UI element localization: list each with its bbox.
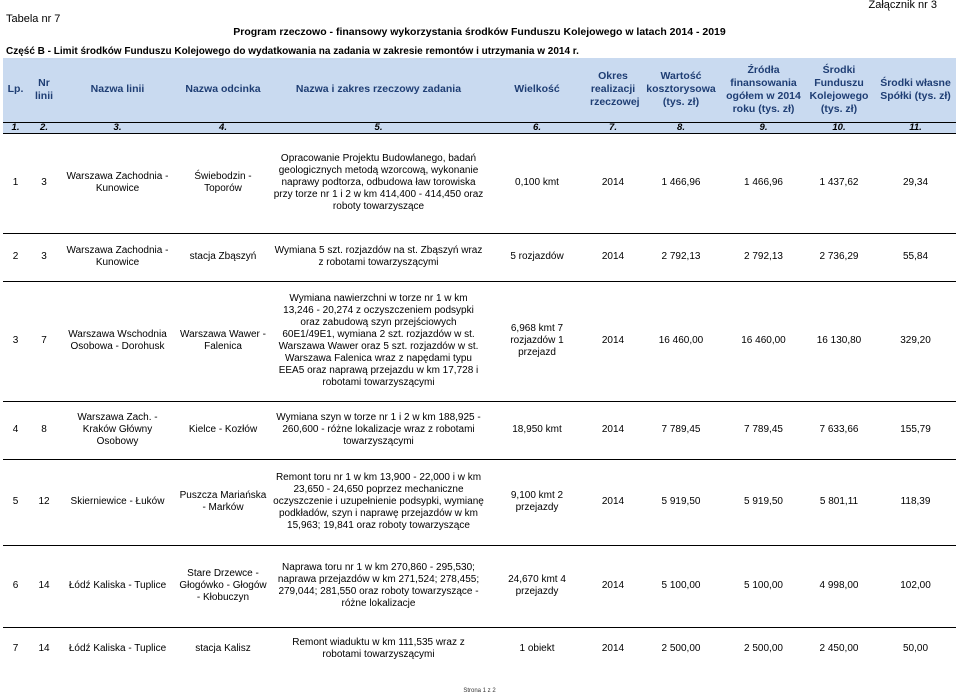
cell-sources: 2 500,00 bbox=[744, 643, 783, 655]
table-row bbox=[3, 401, 956, 459]
cell-estimate: 16 460,00 bbox=[658, 335, 704, 346]
cell-period: 2014 bbox=[601, 251, 625, 262]
col-number: 8. bbox=[677, 121, 685, 133]
cell-size: 24,670 kmt 4 przejazdy bbox=[508, 574, 566, 597]
cell-own: 102,00 bbox=[900, 580, 931, 591]
cell-line-name: Łódź Kaliska - Tuplice bbox=[68, 643, 167, 655]
table-number: Tabela nr 7 bbox=[6, 13, 61, 25]
col-number: 5. bbox=[374, 121, 383, 133]
column-number-row bbox=[3, 122, 956, 133]
cell-line-name: Warszawa Zachodnia - Kunowice bbox=[66, 171, 169, 194]
cell-size: 6,968 kmt 7 rozjazdów 1 przejazd bbox=[510, 323, 564, 358]
cell-section: Stare Drzewce - Głogówko - Głogów - Kłobuczyn bbox=[179, 568, 267, 603]
cell-line-no: 3 bbox=[41, 251, 47, 262]
cell-sources: 1 466,96 bbox=[744, 177, 783, 188]
cell-own: 50,00 bbox=[902, 643, 929, 655]
cell-lp: 3 bbox=[12, 335, 19, 346]
cell-lp: 1 bbox=[12, 177, 19, 188]
cell-size: 9,100 kmt 2 przejazdy bbox=[510, 490, 564, 513]
cell-fund: 7 633,66 bbox=[819, 424, 859, 435]
cell-estimate: 2 792,13 bbox=[661, 251, 701, 262]
budget-table bbox=[3, 58, 956, 671]
cell-lp: 4 bbox=[12, 424, 19, 435]
column-header-row bbox=[3, 58, 956, 122]
col-header-lp: Lp. bbox=[7, 83, 24, 96]
cell-task: Opracowanie Projektu Budowlanego, badań geologicznych metodą wzorcową, wykonanie naprawy podtorza, odbudowa ław torowiska przy torze nr 1 i 2 w km 414,400 - 414,450 oraz roboty towarzyszące bbox=[273, 153, 484, 212]
cell-section: Puszcza Mariańska - Marków bbox=[179, 490, 267, 513]
col-number: 10. bbox=[832, 121, 846, 133]
cell-own: 55,84 bbox=[902, 251, 929, 262]
cell-sources: 2 792,13 bbox=[744, 251, 783, 262]
cell-estimate: 5 919,50 bbox=[661, 496, 701, 507]
cell-line-name: Warszawa Wschodnia Osobowa - Dorohusk bbox=[68, 329, 167, 352]
cell-size: 1 obiekt bbox=[519, 643, 555, 655]
cell-line-no: 8 bbox=[41, 424, 47, 435]
col-header-task: Nazwa i zakres rzeczowy zadania bbox=[295, 83, 462, 96]
col-number: 9. bbox=[759, 121, 768, 133]
cell-task: Naprawa toru nr 1 w km 270,860 - 295,530; naprawa przejazdów w km 271,524; 278,455; 279,044; 281,550 oraz roboty towarzyszące - różne lokalizacje bbox=[277, 562, 480, 609]
cell-period: 2014 bbox=[601, 580, 625, 591]
col-header-own: Środki własne Spółki (tys. zł) bbox=[880, 76, 951, 102]
col-number: 7. bbox=[609, 121, 617, 133]
cell-line-no: 14 bbox=[38, 643, 50, 655]
cell-own: 118,39 bbox=[900, 496, 931, 507]
cell-size: 5 rozjazdów bbox=[510, 251, 564, 262]
cell-estimate: 5 100,00 bbox=[661, 580, 701, 591]
cell-task: Wymiana szyn w torze nr 1 i 2 w km 188,925 - 260,600 - różne lokalizacje wraz z robotami towarzyszącymi bbox=[276, 412, 481, 447]
table-row bbox=[3, 233, 956, 281]
cell-line-no: 12 bbox=[38, 496, 50, 507]
col-number: 11. bbox=[909, 121, 922, 133]
col-header-line-no: Nr linii bbox=[34, 76, 54, 102]
cell-fund: 2 450,00 bbox=[819, 643, 859, 655]
cell-period: 2014 bbox=[601, 424, 625, 435]
cell-lp: 5 bbox=[12, 496, 19, 507]
cell-estimate: 7 789,45 bbox=[661, 424, 701, 435]
cell-line-name: Łódź Kaliska - Tuplice bbox=[68, 580, 167, 591]
cell-period: 2014 bbox=[601, 643, 625, 655]
cell-section: stacja Zbąszyń bbox=[189, 251, 257, 262]
cell-lp: 6 bbox=[12, 580, 19, 591]
cell-own: 155,79 bbox=[900, 424, 931, 435]
cell-line-no: 7 bbox=[41, 335, 47, 346]
cell-line-no: 3 bbox=[41, 177, 47, 188]
table-row bbox=[3, 545, 956, 627]
cell-task: Remont wiaduktu w km 111,535 wraz z robotami towarzyszącymi bbox=[292, 637, 465, 661]
cell-task: Wymiana nawierzchni w torze nr 1 w km 13,246 - 20,274 z oczyszczeniem podsypki oraz zabudową szyn przejściowych 60E1/49E1, wymiana 2 szt. rozjazdów w st. Warszawa Wawer oraz 5 szt. rozjazdów w st. Warszawa Falenica wraz z napędami typu EEA5 oraz naprawą przejazdu w km 17,728 i robotami towarzyszącymi bbox=[278, 293, 479, 388]
col-header-estimate: Wartość kosztorysowa (tys. zł) bbox=[646, 70, 716, 109]
cell-line-name: Warszawa Zachodnia - Kunowice bbox=[66, 245, 169, 268]
page-footer: Strona 1 z 2 bbox=[463, 688, 496, 694]
cell-sources: 5 100,00 bbox=[744, 580, 783, 591]
cell-line-no: 14 bbox=[38, 580, 50, 591]
cell-line-name: Skierniewice - Łuków bbox=[70, 496, 165, 507]
cell-period: 2014 bbox=[601, 177, 625, 188]
table-row bbox=[3, 627, 956, 671]
cell-section: Kielce - Kozłów bbox=[188, 424, 258, 435]
cell-sources: 5 919,50 bbox=[744, 496, 783, 507]
cell-estimate: 1 466,96 bbox=[661, 177, 701, 188]
cell-section: stacja Kalisz bbox=[195, 643, 251, 655]
cell-lp: 7 bbox=[12, 643, 19, 655]
cell-sources: 7 789,45 bbox=[744, 424, 783, 435]
cell-period: 2014 bbox=[601, 496, 625, 507]
col-header-section: Nazwa odcinka bbox=[185, 83, 261, 96]
col-number: 6. bbox=[533, 121, 541, 133]
col-number: 4. bbox=[219, 121, 227, 133]
cell-section: Warszawa Wawer - Falenica bbox=[180, 329, 266, 352]
cell-sources: 16 460,00 bbox=[741, 335, 786, 346]
col-header-period: Okres realizacji rzeczowej bbox=[590, 70, 640, 109]
part-title: Część B - Limit środków Funduszu Kolejowego do wydatkowania na zadania w zakresie remontów i utrzymania w 2014 r. bbox=[6, 46, 579, 57]
cell-own: 29,34 bbox=[902, 177, 929, 188]
col-number: 2. bbox=[40, 121, 48, 133]
cell-own: 329,20 bbox=[900, 335, 931, 346]
table-row bbox=[3, 459, 956, 545]
cell-fund: 5 801,11 bbox=[819, 496, 859, 507]
col-number: 1. bbox=[11, 121, 20, 133]
cell-fund: 2 736,29 bbox=[819, 251, 859, 262]
cell-fund: 1 437,62 bbox=[819, 177, 859, 188]
cell-lp: 2 bbox=[12, 251, 19, 262]
program-title: Program rzeczowo - finansowy wykorzystania środków Funduszu Kolejowego w latach 2014 - 2019 bbox=[233, 26, 726, 38]
cell-line-name: Warszawa Zach. - Kraków Główny Osobowy bbox=[77, 412, 158, 447]
attachment-label: Załącznik nr 3 bbox=[868, 0, 937, 11]
col-header-line-name: Nazwa linii bbox=[90, 83, 145, 96]
table-row bbox=[3, 281, 956, 401]
col-header-fund: Środki Funduszu Kolejowego (tys. zł) bbox=[809, 63, 869, 115]
cell-size: 0,100 kmt bbox=[515, 177, 559, 188]
col-header-sources: Źródła finansowania ogółem w 2014 roku (tys. zł) bbox=[726, 63, 801, 115]
cell-period: 2014 bbox=[601, 335, 625, 346]
cell-task: Wymiana 5 szt. rozjazdów na st. Zbąszyń wraz z robotami towarzyszącymi bbox=[274, 245, 483, 268]
col-number: 3. bbox=[113, 121, 122, 133]
cell-estimate: 2 500,00 bbox=[661, 643, 701, 655]
cell-fund: 16 130,80 bbox=[816, 335, 862, 346]
cell-section: Świebodzin - Toporów bbox=[194, 171, 252, 194]
cell-size: 18,950 kmt bbox=[512, 424, 562, 435]
cell-fund: 4 998,00 bbox=[819, 580, 859, 591]
table-row bbox=[3, 133, 956, 233]
col-header-size: Wielkość bbox=[514, 83, 560, 96]
cell-task: Remont toru nr 1 w km 13,900 - 22,000 i w km 23,650 - 24,650 poprzez mechaniczne oczyszczenie i uzupełnienie podsypki, wymianę podkładów, szyn i naprawę przejazdów w km 15,963; 19,841 oraz roboty towarzyszące bbox=[273, 472, 484, 531]
